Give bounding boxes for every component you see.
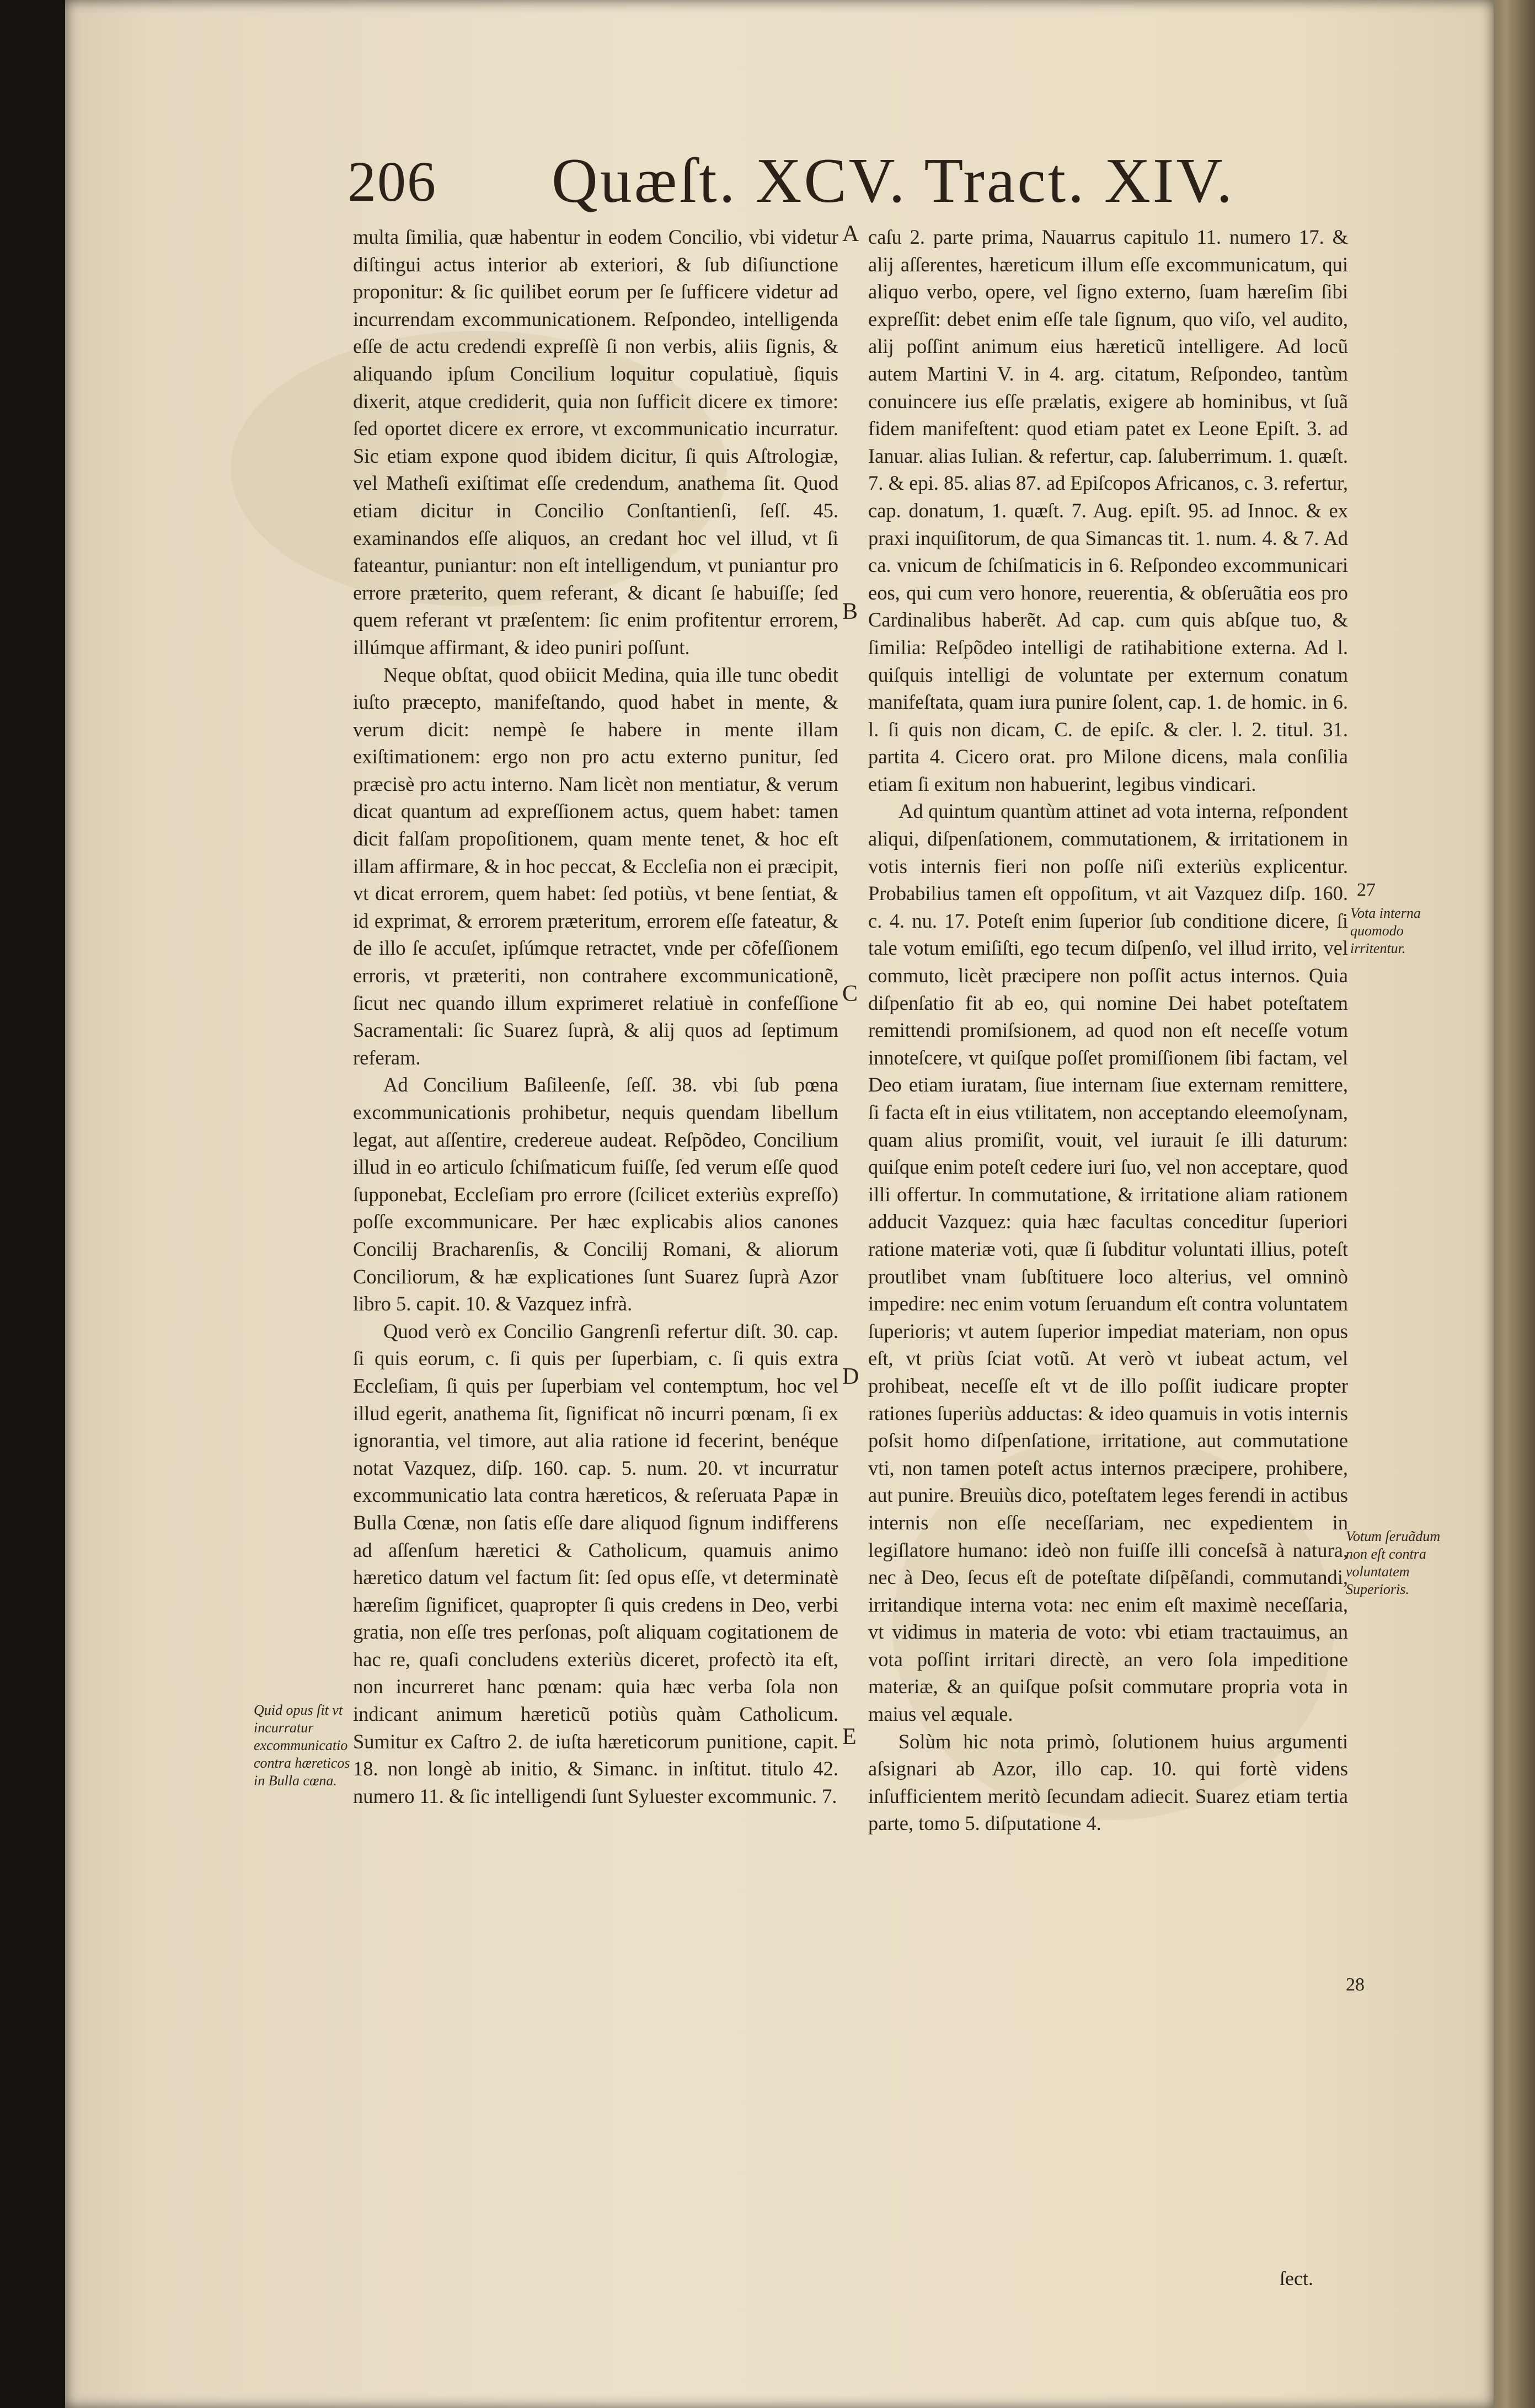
catchword: ſect. — [1280, 2267, 1313, 2289]
margin-note-right: Votum ſeruãdum non eſt contra voluntatem Superioris. — [1346, 1528, 1441, 1597]
right-column — [868, 223, 1348, 1837]
section-letter-c: C — [842, 981, 858, 1007]
right-paragraph: Solùm hic nota primò, ſolutionem huius argumenti aſsignari ab Azor, illo cap. 10. qui fortè videns inſufficientem meritò ſecundam adiecit. Suarez etiam tertia parte, tomo 5. diſputatione 4. — [868, 1730, 1348, 1835]
left-paragraph: Quod verò ex Concilio Gangrenſi refertur diſt. 30. cap. ſi quis eorum, c. ſi quis per ſuperbiam, c. ſi quis extra Eccleſiam, ſi quis per ſuperbiam vel contemptum, hoc vel illud egerit, anathema ſit, ſignificat nõ incurri pœnam, ſi ex ignorantia, vel timore, aut alia ratione id fecerint, benéque notat Vazquez, diſp. 160. cap. 5. num. 20. vt incurratur excommunicatio lata contra hæreticos, & reſeruata Papæ in Bulla Cœnæ, non ſatis eſſe dare aliquod ſignum indifferens ad aſſenſum hæretici & Catholicum, quamuis animo hæretico datum vel factum ſit: ſed opus eſſe, vt determinatè hæreſim ſignificet, quapropter ſi quis credens in Deo, verbi gratia, non eſſe tres perſonas, poſt aliquam cogitationem de hac re, quaſi concludens exteriùs diceret, profectò ita eſt, non incurreret hanc pœnam: quia hæc verba ſola non indicant animum hæreticũ potiùs quàm Catholicum. Sumitur ex Caſtro 2. de iuſta hæreticorum punitione, capit. 18. non longè ab initio, & Simanc. in inſtitut. titulo 42. numero 11. & ſic intelligendi ſunt Syluester excommunic. 7. — [353, 1319, 838, 1807]
right-paragraph: caſu 2. parte prima, Nauarrus capitulo 11. numero 17. & alij aſſerentes, hæreticum illum eſſe excommunicatum, qui aliquo verbo, opere, vel ſigno externo, ſuam hæreſim ſibi expreſſit: debet enim eſſe tale ſignum, quo viſo, vel audito, alij poſſint animum eius hæreticũ intelligere. Ad locũ autem Martini V. in 4. arg. citatum, Reſpondeo, tantùm conuincere ius eſſe prælatis, exigere ab hominibus, vt ſuã fidem manifeſtent: quod etiam patet ex Leone Epiſt. 3. ad Ianuar. alias Iulian. & refertur, cap. ſaluberrimum. 1. quæſt. 7. & epi. 85. alias 87. ad Epiſcopos Africanos, c. 3. refertur, cap. donatum, 1. quæſt. 7. Aug. epiſt. 95. ad Innoc. & ex praxi inquiſitorum, de qua Simancas tit. 1. num. 4. & 7. Ad ca. vnicum de ſchiſmaticis in 6. Reſpondeo excommunicari eos, qui cum vero honore, reuerentia, & obſeruãtia eos pro Cardinalibus haberẽt. Ad cap. cum quis abſque tuo, & ſimilia: Reſpõdeo intelligi de ratihabitione externa. Ad l. quiſquis intelligi de voluntate per externum conatum manifeſtata, quam iura punire ſolent, cap. 1. de homic. in 6. l. ſi quis non dicam, C. de epiſc. & cler. l. 2. titul. 31. partita 4. Cicero orat. pro Milone dicens, mala conſilia etiam ſi exitum non habuerint, legibus vindicari. — [868, 226, 1348, 795]
paragraph-number: 28 — [1346, 1974, 1365, 1995]
margin-note-left: Quid opus ſit vt incurratur excommunicatio contra hæreticos in Bulla cœna. — [254, 1702, 350, 1789]
paragraph-number: 27 — [1357, 880, 1376, 900]
running-title: Quæſt. XCV. Tract. XIV. — [552, 146, 1235, 216]
right-paragraph: Ad quintum quantùm attinet ad vota interna, reſpondent aliqui, diſpenſationem, commutationem, & irritationem in votis internis fieri non poſſe niſi exteriùs explicentur. Probabilius tamen eſt oppoſitum, vt ait Vazquez diſp. 160. c. 4. nu. 17. Poteſt enim ſuperior ſub conditione dicere, ſi tale votum emiſiſti, ego tecum diſpenſo, vel illud irrito, vel commuto, licèt præcipere non poſſit actus internos. Quia diſpenſatio fit ab eo, qui nomine Dei habet poteſtatem remittendi promiſsionem, ad quod non eſt neceſſe votum innoteſcere, vt quiſque poſſet promiſſionem ſibi factam, vel Deo etiam iuratam, ſiue internam ſiue externam remittere, ſi facta eſt in eius vtilitatem, non acceptando eleemoſynam, quam alius promiſit, vouit, vel iurauit ſe illi daturum: quiſque enim poteſt cedere iuri ſuo, vel non acceptare, quod illi offertur. In commutatione, & irritatione aliam rationem adducit Vazquez: quia hæc facultas conceditur ſuperiori ratione materiæ voti, quæ ſi ſubditur voluntati illius, poteſt proutlibet vnam ſubſtituere loco alterius, vel omninò impedire: nec enim votum ſeruandum eſt contra voluntatem ſuperioris; vt autem ſuperior impediat materiam, non opus eſt, vt priùs ſciat votũ. At verò vt iubeat actum, vel prohibeat, neceſſe eſt vt de illo poſſit iudicare propter rationes ſuperiùs adductas: & ideo quamuis in votis internis poſsit homo diſpenſatione, irritatione, aut commutatione vti, non tamen poteſt actus internos præcipere, prohibere, aut punire. Breuiùs dico, poteſtatem leges ferendi in actibus internis non eſſe neceſſariam, nec expedientem in legiſlatore humano: ideò non fuiſſe illi conceſsã à natura, nec à Deo, ſecus eſt de poteſtate diſpẽſandi, commutandi, irritandique interna vota: nec enim eſt maximè neceſſaria, vt vidimus in materia de voto: vbi etiam tractauimus, an vota poſſint irritari directè, an vero ſola impeditione materiæ, & an quiſque poſsit commutare propria vota in maius vel æquale. — [868, 800, 1348, 1726]
page-header — [0, 146, 1535, 221]
left-paragraph: Neque obſtat, quod obiicit Medina, quia ille tunc obedit iuſto præcepto, manifeſtando, quod habet in mente, & verum dicit: nempè ſe habere in mente illam exiſtimationem: ergo non pro actu externo punitur, ſed præcisè pro actu interno. Nam licèt non mentiatur, & verum dicat quantum ad expreſſionem actus, quem habet: tamen dicit falſam propoſitionem, quam mente tenet, & hoc eſt illam affirmare, & in hoc peccat, & Eccleſia non ei præcipit, vt dicat errorem, quem habet: ſed potiùs, vt bene ſentiat, & id exprimat, & errorem præteritum, errorem eſſe fateatur, & de illo ſe accuſet, ipſúmque retractet, vnde per cõfeſſionem erroris, vt præteriti, non contrahere excommunicationẽ, ſicut nec quando illum exprimeret relatiuè in confeſſione Sacramentali: ſic Suarez ſuprà, & alij quos ad ſeptimum referam. — [353, 663, 838, 1069]
left-paragraph: multa ſimilia, quæ habentur in eodem Concilio, vbi videtur diſtingui actus interior ab exteriori, & ſub diſiunctione proponitur: & ſic quilibet eorum per ſe ſufficere videtur ad incurrendam excommunicationem. Reſpondeo, intelligenda eſſe de actu credendi expreſſè ſi non verbis, aliis ſignis, & aliquando ipſum Concilium loquitur copulatiuè, ſiquis dixerit, atque crediderit, quia non ſufficit dicere ex timore: ſed oportet dicere ex errore, vt excommunicatio incurratur. Sic etiam expone quod ibidem dicitur, ſi quis Aſtrologiæ, vel Matheſi exiſtimat eſſe credendum, anathema ſit. Quod etiam dicitur in Concilio Conſtantienſi, ſeſſ. 45. examinandos eſſe aliquos, an credant hoc vel illud, vt ſi fateantur, puniantur: non eſt intelligendum, vt puniantur pro errore præterito, quem referant, & dicant ſe habuiſſe; ſed quem referant vt præſentem: ſic enim profitentur errorem, illúmque affirmant, & ideo puniri poſſunt. — [353, 226, 838, 659]
section-letter-d: D — [842, 1364, 859, 1389]
section-letter-a: A — [842, 221, 859, 247]
left-column — [353, 223, 838, 1810]
adjacent-page-edge — [1494, 0, 1535, 2408]
section-letter-b: B — [842, 599, 858, 624]
margin-note-right: Vota interna quomodo irritentur. — [1350, 905, 1421, 956]
section-letter-e: E — [842, 1724, 857, 1749]
left-paragraph: Ad Concilium Baſileenſe, ſeſſ. 38. vbi ſub pœna excommunicationis prohibetur, nequis quendam libellum legat, aut aſſentire, credereue audeat. Reſpõdeo, Concilium illud in eo articulo ſchiſmaticum fuiſſe, ſed verum eſſe quod ſupponebat, Eccleſiam pro errore (ſcilicet exteriùs expreſſo) poſſe excommunicare. Per hæc explicabis alios canones Concilij Bracharenſis, & Concilij Romani, & aliorum Conciliorum, & hæ explicationes ſunt Suarez ſuprà Azor libro 5. capit. 10. & Vazquez infrà. — [353, 1073, 838, 1315]
page-number: 206 — [347, 150, 437, 213]
